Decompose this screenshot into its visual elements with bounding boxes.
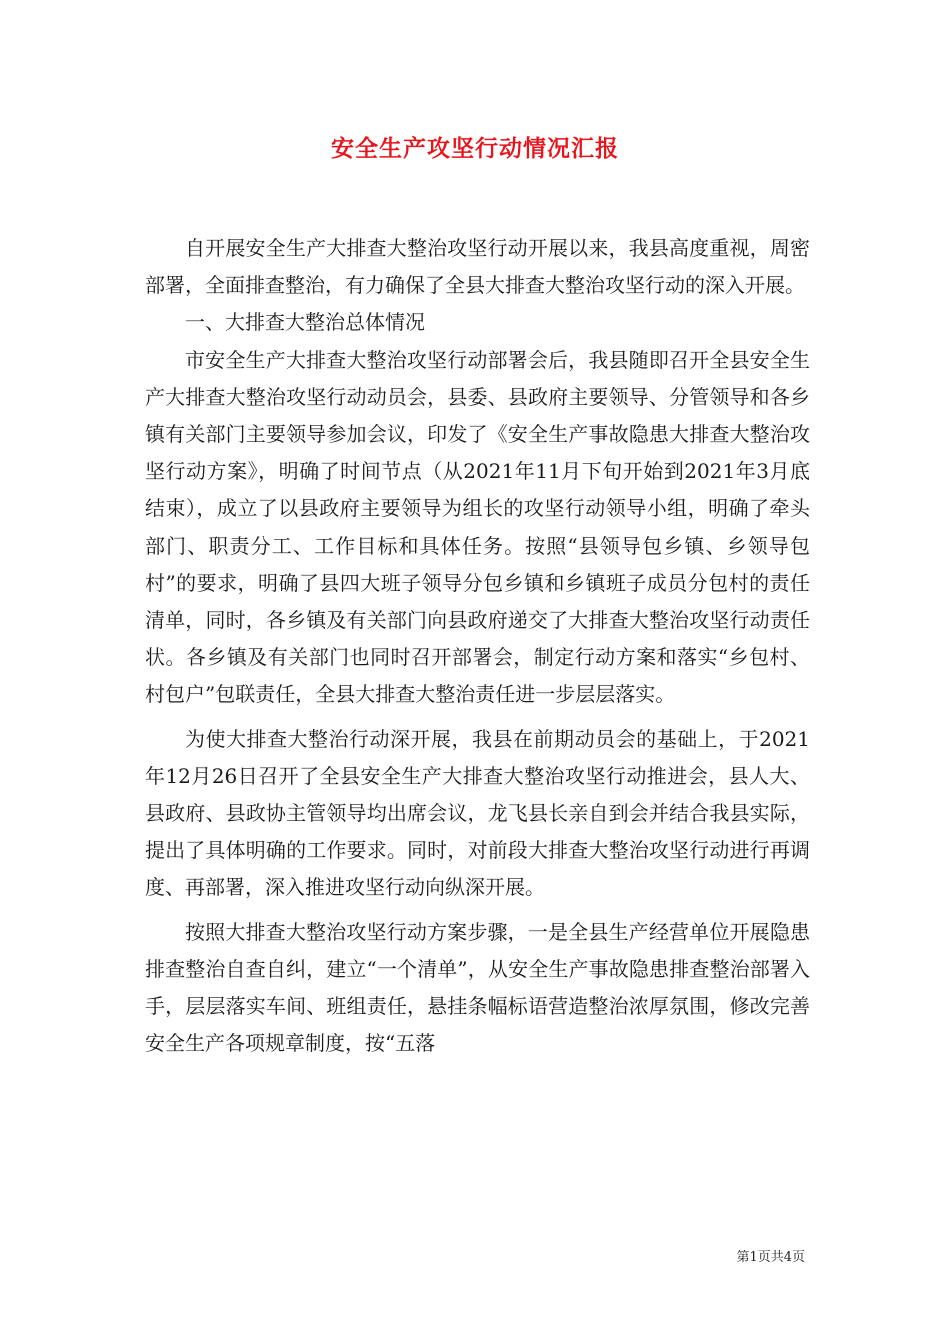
paragraph-deployment: 市安全生产大排查大整治攻坚行动部署会后，我县随即召开全县安全生产大排查大整治攻坚行动动员会，县委、县政府主要领导、分管领导和各乡镇有关部门主要领导参加会议，印发了《安全生产事故隐患大排查大整治攻坚行动方案》，明确了时间节点（从2021年11月下旬开始到2021年3月底结束），成立了以县政府主要领导为组长的攻坚行动领导小组，明确了牵头部门、职责分工、工作目标和具体任务。按照“县领导包乡镇、乡领导包村”的要求，明确了县四大班子领导分包乡镇和乡镇班子成员分包村的责任清单，同时，各乡镇及有关部门向县政府递交了大排查大整治攻坚行动责任状。各乡镇及有关部门也同时召开部署会，制定行动方案和落实“乡包村、村包户”包联责任，全县大排查大整治责任进一步层层落实。 xyxy=(145,347,810,707)
paragraph-steps: 按照大排查大整治攻坚行动方案步骤，一是全县生产经营单位开展隐患排查整治自查自纠，建立“一个清单”，从安全生产事故隐患排查整治部署入手，层层落实车间、班组责任，悬挂条幅标语营造整治浓厚氛围，修改完善安全生产各项规章制度，按“五落 xyxy=(145,919,810,1056)
paragraph-intro: 自开展安全生产大排查大整治攻坚行动开展以来，我县高度重视，周密部署，全面排查整治，有力确保了全县大排查大整治攻坚行动的深入开展。 xyxy=(145,236,810,298)
paragraph-promotion: 为使大排查大整治行动深开展，我县在前期动员会的基础上，于2021年12月26日召开了全县安全生产大排查大整治攻坚行动推进会，县人大、县政府、县政协主管领导均出席会议，龙飞县长亲自到会并结合我县实际，提出了具体明确的工作要求。同时，对前段大排查大整治攻坚行动进行再调度、再部署，深入推进攻坚行动向纵深开展。 xyxy=(145,726,810,900)
document-body xyxy=(145,230,810,1062)
document-title: 安全生产攻坚行动情况汇报 xyxy=(331,135,619,162)
section-heading: 一、大排查大整治总体情况 xyxy=(185,310,425,335)
page-indicator: 第1页共4页 xyxy=(736,1250,805,1265)
